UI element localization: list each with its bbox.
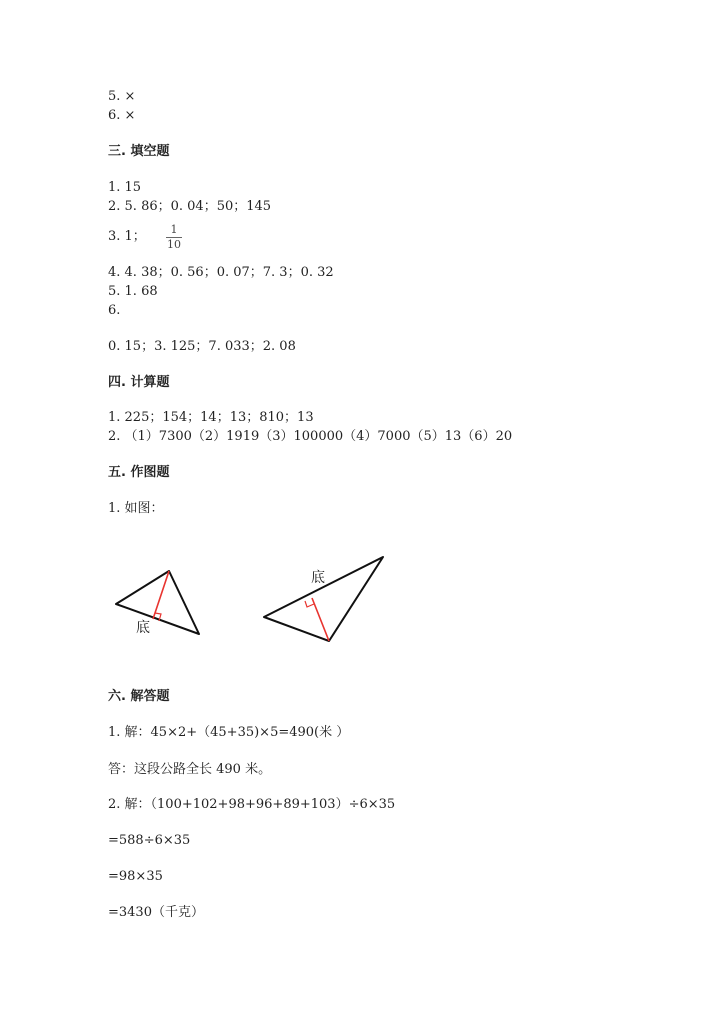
solve-answer-1-conclusion: 答：这段公路全长 490 米。	[108, 762, 272, 777]
fill-answer-6-values: 0. 15；3. 125；7. 033；2. 08	[108, 339, 296, 354]
triangle-right-altitude	[312, 598, 329, 641]
solve-answer-2: 2. 解：（100+102+98+96+89+103）÷6×35	[108, 797, 396, 812]
section5-heading: 五. 作图题	[108, 465, 170, 480]
fill-answer-2: 2. 5. 86；0. 04；50；145	[108, 199, 272, 214]
judge-answer-5: 5. ×	[108, 89, 136, 104]
solve-answer-1: 1. 解：45×2+（45+35)×5=490(米 ）	[108, 725, 350, 740]
fill-answer-6: 6.	[108, 303, 121, 318]
triangle-left-base-label: 底	[136, 620, 150, 636]
calc-answer-2: 2. （1）7300（2）1919（3）100000（4）7000（5）13（6）20	[108, 429, 513, 444]
draw-answer-1: 1. 如图：	[108, 501, 164, 516]
fill-answer-5: 5. 1. 68	[108, 284, 158, 299]
triangle-right	[264, 557, 383, 641]
fill-answer-1: 1. 15	[108, 180, 142, 195]
solve-answer-2-step2: =98×35	[108, 869, 163, 884]
solve-answer-2-step1: =588÷6×35	[108, 833, 191, 848]
calc-answer-1: 1. 225；154；14；13；810；13	[108, 410, 314, 425]
triangle-left-altitude	[153, 571, 169, 619]
triangle-diagrams	[0, 540, 720, 670]
triangle-right-base-label: 底	[311, 570, 325, 586]
fraction	[166, 224, 182, 251]
section3-heading: 三. 填空题	[108, 144, 170, 159]
triangle-left	[116, 571, 199, 636]
fill-answer-3: 3. 1；	[108, 229, 146, 244]
fraction-denominator: 10	[167, 238, 181, 251]
solve-answer-2-result: =3430（千克）	[108, 905, 204, 920]
triangle-left-outline	[116, 571, 199, 634]
judge-answer-6: 6. ×	[108, 108, 136, 123]
fill-answer-4: 4. 4. 38；0. 56；0. 07；7. 3；0. 32	[108, 265, 334, 280]
section6-heading: 六. 解答题	[108, 689, 170, 704]
triangle-right-right-angle	[305, 601, 314, 607]
section4-heading: 四. 计算题	[108, 375, 170, 390]
fraction-numerator: 1	[170, 223, 178, 236]
